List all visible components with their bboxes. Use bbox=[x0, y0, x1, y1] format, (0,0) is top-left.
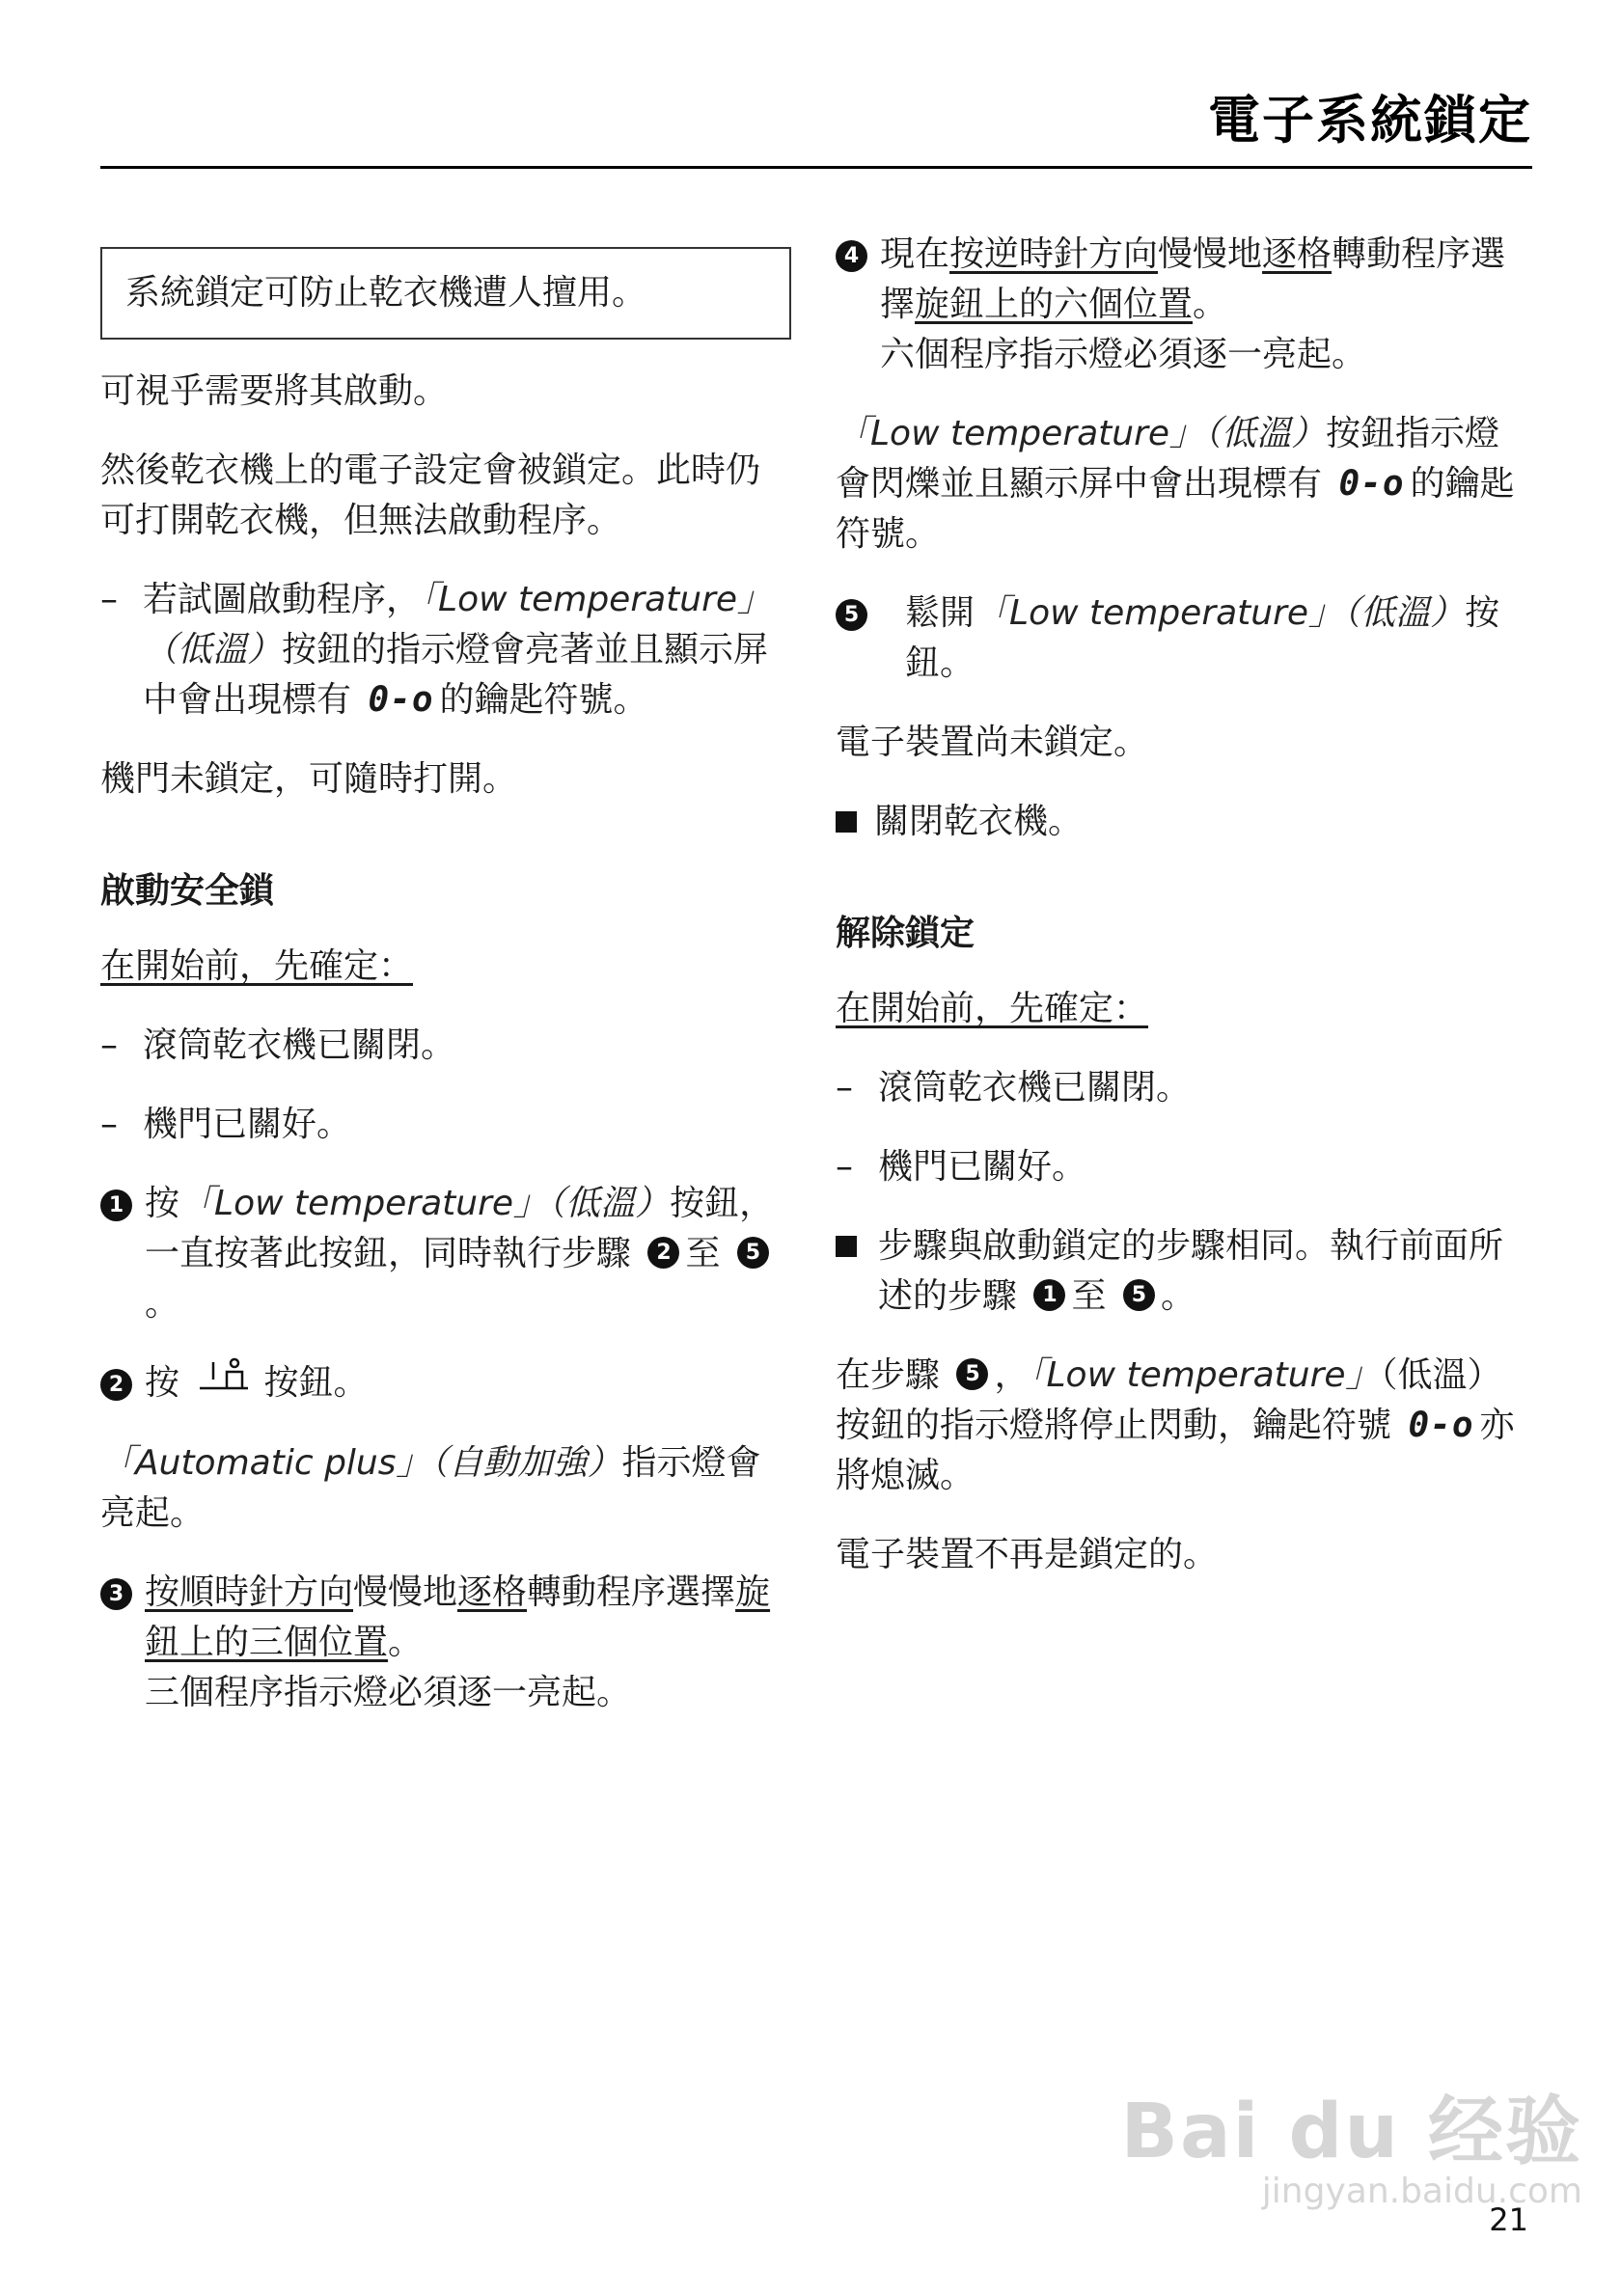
step-text: 按 bbox=[145, 1184, 180, 1223]
page-title: 電子系統鎖定 bbox=[1208, 90, 1532, 150]
dash-text-post: 的鑰匙符號。 bbox=[439, 680, 648, 720]
paragraph-text: 按鈕指示燈會閃爍並且顯示屏中會出現標有 bbox=[836, 414, 1500, 504]
paragraph-text: 亦將熄滅。 bbox=[836, 1406, 1515, 1495]
step-text: 現在 bbox=[880, 234, 950, 274]
step-text: 六個程序指示燈必須逐一亮起。 bbox=[880, 335, 1367, 374]
baidu-watermark bbox=[1121, 2091, 1583, 2211]
step-emphasis: 按逆時針方向 bbox=[949, 234, 1159, 274]
condition-text: 滾筒乾衣機已關閉。 bbox=[143, 1025, 456, 1065]
step-ref-2: 2 bbox=[647, 1237, 679, 1269]
paragraph-text: （低溫）按鈕的指示燈將停止閃動，鑰匙符號 bbox=[836, 1355, 1502, 1445]
step-number-2: 2 bbox=[100, 1369, 132, 1401]
dash-marker: – bbox=[836, 1147, 853, 1187]
step-text: 。 bbox=[145, 1284, 180, 1324]
step-emphasis: 逐格 bbox=[1262, 234, 1333, 274]
step-text: 。 bbox=[1193, 285, 1228, 324]
step-ref-5: 5 bbox=[737, 1237, 769, 1269]
dash-marker: – bbox=[100, 1025, 118, 1065]
step-5 bbox=[836, 588, 1532, 689]
paragraph-not-locked: 電子裝置尚未鎖定。 bbox=[836, 723, 1149, 762]
low-temp-label: 「Low temperature」（低溫） bbox=[975, 593, 1466, 633]
condition-dryer-off bbox=[836, 1063, 1532, 1113]
step-text: 至 bbox=[685, 1234, 721, 1273]
paragraph-text: 的鑰匙符號。 bbox=[836, 464, 1515, 554]
square-item-turn-off bbox=[836, 797, 1532, 847]
step-text: 按 bbox=[145, 1363, 180, 1403]
step-emphasis: 逐格 bbox=[457, 1572, 528, 1612]
step-ref-1: 1 bbox=[1033, 1279, 1065, 1311]
step-emphasis: 旋鈕上的六個位置 bbox=[915, 285, 1194, 324]
step-ref-5: 5 bbox=[956, 1358, 988, 1390]
before-you-start: 在開始前，先確定： bbox=[100, 946, 414, 986]
automatic-plus-label: 「Automatic plus」（自動加強） bbox=[100, 1443, 622, 1483]
title-rule bbox=[100, 166, 1532, 169]
low-temp-label: 「Low temperature」（低溫） bbox=[836, 414, 1327, 453]
step-number-4: 4 bbox=[836, 240, 867, 272]
low-temp-label: 「Low temperature」（低溫） bbox=[143, 580, 773, 670]
condition-text: 滾筒乾衣機已關閉。 bbox=[878, 1068, 1192, 1107]
left-column bbox=[100, 247, 791, 1747]
paragraph-low-temp-flash bbox=[836, 409, 1532, 560]
step-emphasis: 按順時針方向 bbox=[145, 1572, 354, 1612]
paragraph-locked-settings: 然後乾衣機上的電子設定會被鎖定。此時仍可打開乾衣機，但無法啟動程序。 bbox=[100, 451, 761, 540]
paragraph-automatic-plus bbox=[100, 1438, 791, 1539]
square-bullet bbox=[836, 811, 857, 833]
dash-marker: – bbox=[100, 580, 118, 619]
step-emphasis: 旋鈕上的三個位置 bbox=[145, 1572, 771, 1662]
dash-marker: – bbox=[836, 1068, 853, 1107]
step-text: 。 bbox=[388, 1623, 424, 1662]
low-temp-label: 「Low temperature」 bbox=[1029, 1355, 1381, 1395]
key-symbol: 0-o bbox=[1408, 1406, 1474, 1445]
step-text: 鬆開 bbox=[905, 593, 975, 633]
square-item-text: 至 bbox=[1071, 1276, 1107, 1316]
step-text: 按鈕，一直按著此按鈕，同時執行步驟 bbox=[145, 1184, 775, 1273]
square-item-text: 步驟與啟動鎖定的步驟相同。執行前面所述的步驟 bbox=[878, 1226, 1504, 1316]
paragraph-text: 指示燈會亮起。 bbox=[100, 1443, 761, 1533]
key-symbol: 0-o bbox=[1338, 464, 1405, 504]
condition-door-closed bbox=[836, 1142, 1532, 1192]
page-number: 21 bbox=[1489, 2201, 1528, 2238]
condition-door-closed bbox=[100, 1100, 791, 1150]
condition-dryer-off bbox=[100, 1021, 791, 1071]
right-column bbox=[836, 230, 1532, 1609]
square-item-same-steps bbox=[836, 1221, 1532, 1322]
section-heading-activate: 啟動安全鎖 bbox=[100, 871, 275, 911]
step-text: 按鈕。 bbox=[263, 1363, 369, 1403]
step-text: 轉動程序選擇 bbox=[880, 234, 1506, 324]
dash-text-pre: 若試圖啟動程序， bbox=[143, 580, 422, 619]
step-text: 慢慢地 bbox=[1158, 234, 1263, 274]
condition-text: 機門已關好。 bbox=[143, 1105, 352, 1144]
step-1 bbox=[100, 1179, 791, 1329]
before-you-start: 在開始前，先確定： bbox=[836, 989, 1149, 1028]
section-heading-unlock: 解除鎖定 bbox=[836, 914, 975, 953]
dash-text-mid: 按鈕的指示燈會亮著並且顯示屏中會出現標有 bbox=[143, 630, 769, 720]
paragraph-door-unlocked: 機門未鎖定，可隨時打開。 bbox=[100, 759, 518, 799]
watermark-logo: Bai du 经验 bbox=[1120, 2089, 1582, 2175]
step-text: 轉動程序選擇 bbox=[527, 1572, 736, 1612]
start-button-icon bbox=[198, 1355, 250, 1406]
intro-box: 系統鎖定可防止乾衣機遭人擅用。 bbox=[100, 247, 791, 340]
paragraph-activate: 可視乎需要將其啟動。 bbox=[100, 371, 449, 411]
dash-item-attempt-start bbox=[100, 575, 791, 725]
square-item-text: 關閉乾衣機。 bbox=[874, 802, 1084, 841]
square-bullet bbox=[836, 1236, 857, 1257]
paragraph-text: ， bbox=[994, 1355, 1030, 1395]
paragraph-text: 在步驟 bbox=[836, 1355, 941, 1395]
condition-text: 機門已關好。 bbox=[878, 1147, 1087, 1187]
paragraph-no-longer-locked: 電子裝置不再是鎖定的。 bbox=[836, 1535, 1219, 1574]
dash-marker: – bbox=[100, 1105, 118, 1144]
paragraph-step5-unlock bbox=[836, 1351, 1532, 1501]
step-number-1: 1 bbox=[100, 1189, 132, 1221]
step-text: 三個程序指示燈必須逐一亮起。 bbox=[145, 1673, 632, 1712]
step-number-5: 5 bbox=[836, 599, 867, 631]
key-symbol: 0-o bbox=[368, 680, 434, 720]
step-2 bbox=[100, 1358, 791, 1409]
step-4 bbox=[836, 230, 1532, 380]
square-item-text: 。 bbox=[1160, 1276, 1195, 1316]
step-3 bbox=[100, 1568, 791, 1718]
low-temp-label: 「Low temperature」（低溫） bbox=[179, 1184, 671, 1223]
step-text: 慢慢地 bbox=[353, 1572, 458, 1612]
step-ref-5: 5 bbox=[1123, 1279, 1155, 1311]
step-text: 按鈕。 bbox=[905, 593, 1500, 683]
watermark-url: jingyan.baidu.com bbox=[1261, 2172, 1582, 2211]
step-number-3: 3 bbox=[100, 1578, 132, 1610]
